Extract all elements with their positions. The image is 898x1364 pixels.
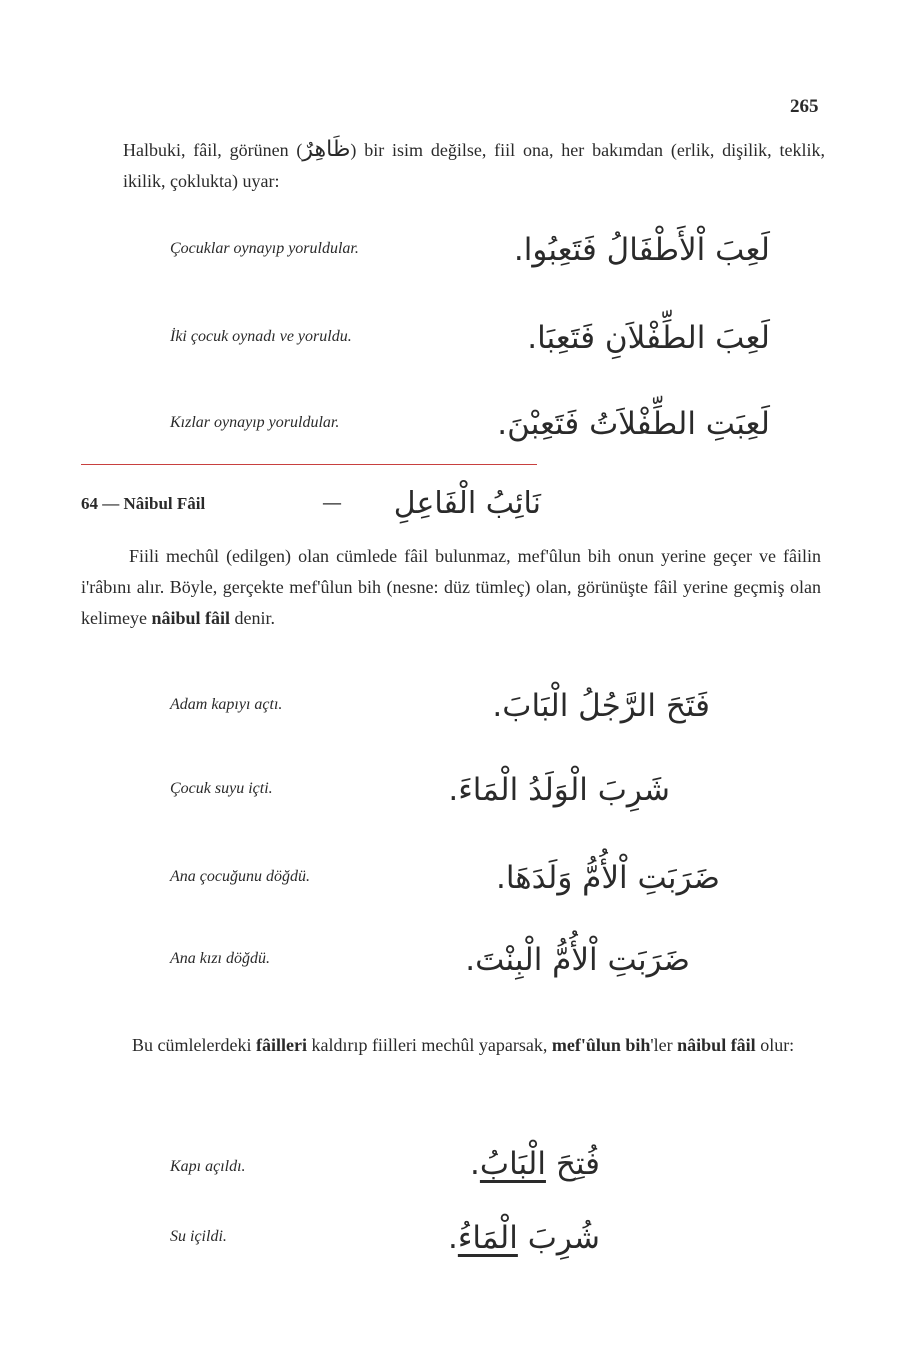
example-row: [170, 310, 770, 370]
example-arabic-noun-underlined: الْبَابُ: [479, 1146, 546, 1182]
example-row: [170, 678, 770, 738]
example-translation: İki çocuk oynadı ve yoruldu.: [170, 328, 352, 345]
section-dash: —: [323, 492, 341, 512]
intro-paragraph: [123, 134, 825, 197]
section-title: 64 — Nâibul Fâil: [81, 494, 206, 513]
closing-bold-1: fâilleri: [255, 1035, 307, 1055]
example-arabic-end: .: [470, 1146, 480, 1182]
example-translation: Ana çocuğunu döğdü.: [170, 868, 310, 885]
closing-bold-3: nâibul fâil: [677, 1035, 756, 1055]
example-row: [170, 396, 770, 456]
section-arabic-title: نَائِبُ الْفَاعِلِ: [393, 486, 541, 521]
example-translation: Ana kızı döğdü.: [170, 950, 270, 967]
section-text-2: denir.: [230, 608, 276, 628]
closing-text-3: 'ler: [650, 1035, 678, 1055]
example-row: [170, 850, 770, 910]
section-term-bold: nâibul fâil: [151, 608, 231, 628]
example-arabic: ضَرَبَتِ اْلأُمُّ الْبِنْتَ.: [465, 942, 690, 978]
example-arabic: ضَرَبَتِ اْلأُمُّ وَلَدَهَا.: [495, 860, 720, 896]
example-translation: Kızlar oynayıp yoruldular.: [170, 414, 340, 431]
example-row: [170, 222, 770, 282]
example-arabic-verb: فُتِحَ: [555, 1146, 600, 1182]
example-arabic-verb: شُرِبَ: [527, 1220, 600, 1256]
example-arabic: شَرِبَ الْوَلَدُ الْمَاءَ.: [448, 772, 670, 808]
section-heading: [81, 480, 601, 530]
section-text-1: Fiili mechûl (edilgen) olan cümlede fâil bulunmaz, mef'ûlun bih onun yerine geçer ve fâilin i'râbını alır. Böyle, gerçekte mef'ûlun bih (nesne: düz tümleç) olan, görünüşte fâil yerine geçmiş olan kelimeye: [81, 546, 821, 628]
closing-text-4: olur:: [755, 1035, 795, 1055]
intro-text-2: ) bir isim değilse, fiil ona, her bakımdan (erlik, dişilik, teklik, ikilik, çoklukta) uyar:: [123, 140, 825, 191]
closing-text-2: kaldırıp fiilleri mechûl yaparsak,: [306, 1035, 552, 1055]
example-translation: Su içildi.: [170, 1228, 227, 1245]
closing-text-1: Bu cümlelerdeki: [132, 1035, 256, 1055]
example-row: [170, 932, 770, 992]
closing-paragraph: [88, 1030, 818, 1061]
example-translation: Çocuklar oynayıp yoruldular.: [170, 240, 359, 257]
example-arabic: لَعِبَ الطِّفْلاَنِ فَتَعِبَا.: [527, 320, 770, 356]
example-arabic: [270, 1136, 600, 1192]
example-translation: Kapı açıldı.: [170, 1158, 246, 1175]
example-row: [170, 1136, 770, 1196]
example-row: [170, 762, 770, 822]
example-arabic: [270, 1210, 600, 1266]
example-translation: Çocuk suyu içti.: [170, 780, 273, 797]
example-row: [170, 1210, 770, 1270]
page-number: 265: [790, 96, 819, 117]
example-translation: Adam kapıyı açtı.: [170, 696, 283, 713]
intro-text-1: Halbuki, fâil, görünen (: [123, 140, 303, 160]
closing-bold-2: mef'ûlun bih: [551, 1035, 651, 1055]
example-arabic-noun-underlined: الْمَاءُ: [457, 1220, 518, 1256]
section-divider: [81, 464, 537, 465]
intro-arabic-term: ظَاهِرٌ: [302, 137, 351, 162]
section-paragraph: [81, 541, 821, 634]
example-arabic: فَتَحَ الرَّجُلُ الْبَابَ.: [492, 688, 710, 724]
example-arabic-end: .: [448, 1220, 458, 1256]
example-arabic: لَعِبَ اْلأَطْفَالُ فَتَعِبُوا.: [513, 232, 770, 268]
example-arabic: لَعِبَتِ الطِّفْلاَتُ فَتَعِبْنَ.: [497, 406, 770, 442]
